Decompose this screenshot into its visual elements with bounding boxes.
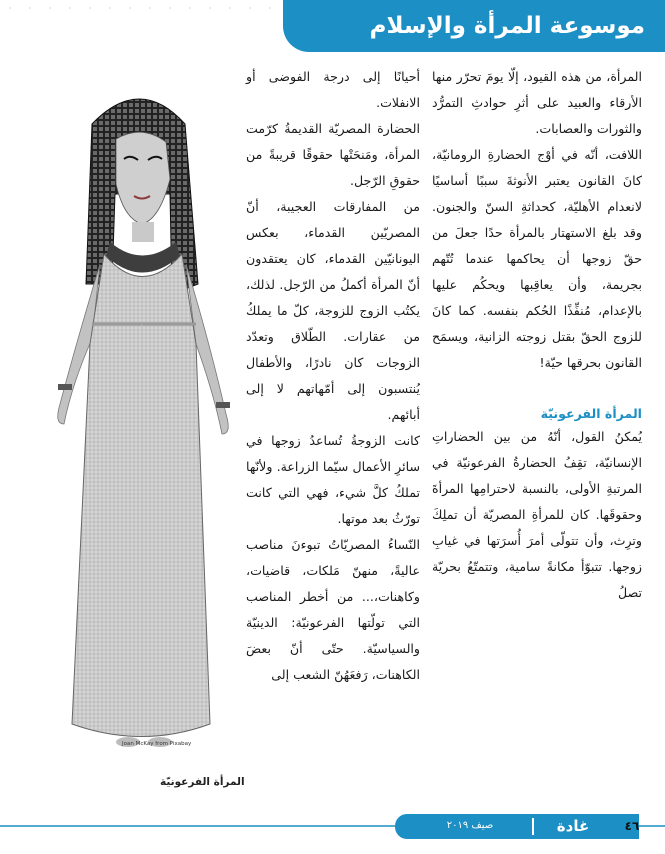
paragraph: النّساءُ المصريّاتُ تبوءنَ مناصب عاليةً، منهنّ مَلكات، قاضيات، وكاهنات،... من أخطر المناصب التي تولّتها الفرعونيّة: الدينيّة والسياسيّة. حتّى أنّ بعضَ الكاهنات، رَفعَهُنّ الشعب إلى <box>246 537 420 682</box>
header-dot-pattern <box>0 0 282 60</box>
pharaonic-woman-illustration <box>20 84 260 774</box>
article-column-middle <box>246 64 420 688</box>
paragraph: أحيانًا إلى درجة الفوضى أو الانفلات. <box>246 69 420 110</box>
image-credit: Joan McKay from Pixabay <box>122 741 192 747</box>
article-column-right <box>432 64 642 606</box>
page-number: ٤٦ <box>624 819 640 833</box>
paragraph: من المفارقات العجيبة، أنّ المصريّين القدماء، بعكس اليونانيّين القدماء، كان يعتقدون أنّ المرأة أكملُ من الرّجل. لذلك، يكتُب الزوج للزوجة، كلّ ما يملكُ من عقارات. الطّلاق وتعدّد الزوجات كان نادرًا، والأطفال يُنتسبون إلى أمّهاتهم لا إلى أبائهم. <box>246 199 420 422</box>
figure-caption: المرأة الفرعونيّة <box>160 776 245 788</box>
paragraph: كانت الزوجةُ تُساعدُ زوجها في سائرِ الأعمال سيّما الزراعة. ولأنّها تملكُ كلَّ شيء، فهي التي كانت تورّثُ بعد موتها. <box>246 433 420 526</box>
issue-date: صيف ٢٠١٩ <box>446 820 494 831</box>
page-title: موسوعة المرأة والإسلام <box>369 13 645 39</box>
magazine-logo: غادة <box>556 817 590 835</box>
footer-separator <box>532 818 534 835</box>
section-heading: المرأة الفرعونيّة <box>540 406 642 421</box>
paragraph: الحضارة المصريّة القديمةُ كرّمت المرأة، ومَنحَتْها حقوقًا قريبةً من حقوقِ الرّجل. <box>246 121 420 188</box>
paragraph: يُمكنُ القول، أنّهُ من بين الحضاراتِ الإنسانيّة، تقِفُ الحضارةُ الفرعونيّة في المرتبةِ الأولى، بالنسبة لاحترامِها المرأةَ وحقوقَها. كان للمرأةِ المصريّة أن تملِكَ وترِث، وأن تتولّى أمرَ أُسرَتها في غيابِ زوجها. تتبوّأ مكانةً سامية، وتتمتّعُ بحريّة تصلُ <box>432 429 642 600</box>
paragraph: اللافت، أنّه في أوْج الحضارةِ الرومانيّة، كانَ القانون يعتبر الأنوثةَ سببًا أساسيًا لانعدام الأهليّة، كحداثةِ السنّ والجنون. وقد بلغ الاستهتار بالمرأة حدًا جعلَ من حقّ زوجها أن يحاكمها عندما تُتّهم بجريمة، وأن يعاقِبها ويحكُم عليها بالإعدام، مُنفِّذًا الحُكم بنفسه. كما كانَ للزوج الحقّ بقتل زوجته الزانية، ويسمَح القانون بحرقها حيّة! <box>432 147 642 370</box>
paragraph: المرأة، من هذه القيود، إلّا يومَ تحرّر منها الأرقاء والعبيد على أثرِ حوادثِ التمرُّد والثورات والعصابات. <box>432 69 642 136</box>
